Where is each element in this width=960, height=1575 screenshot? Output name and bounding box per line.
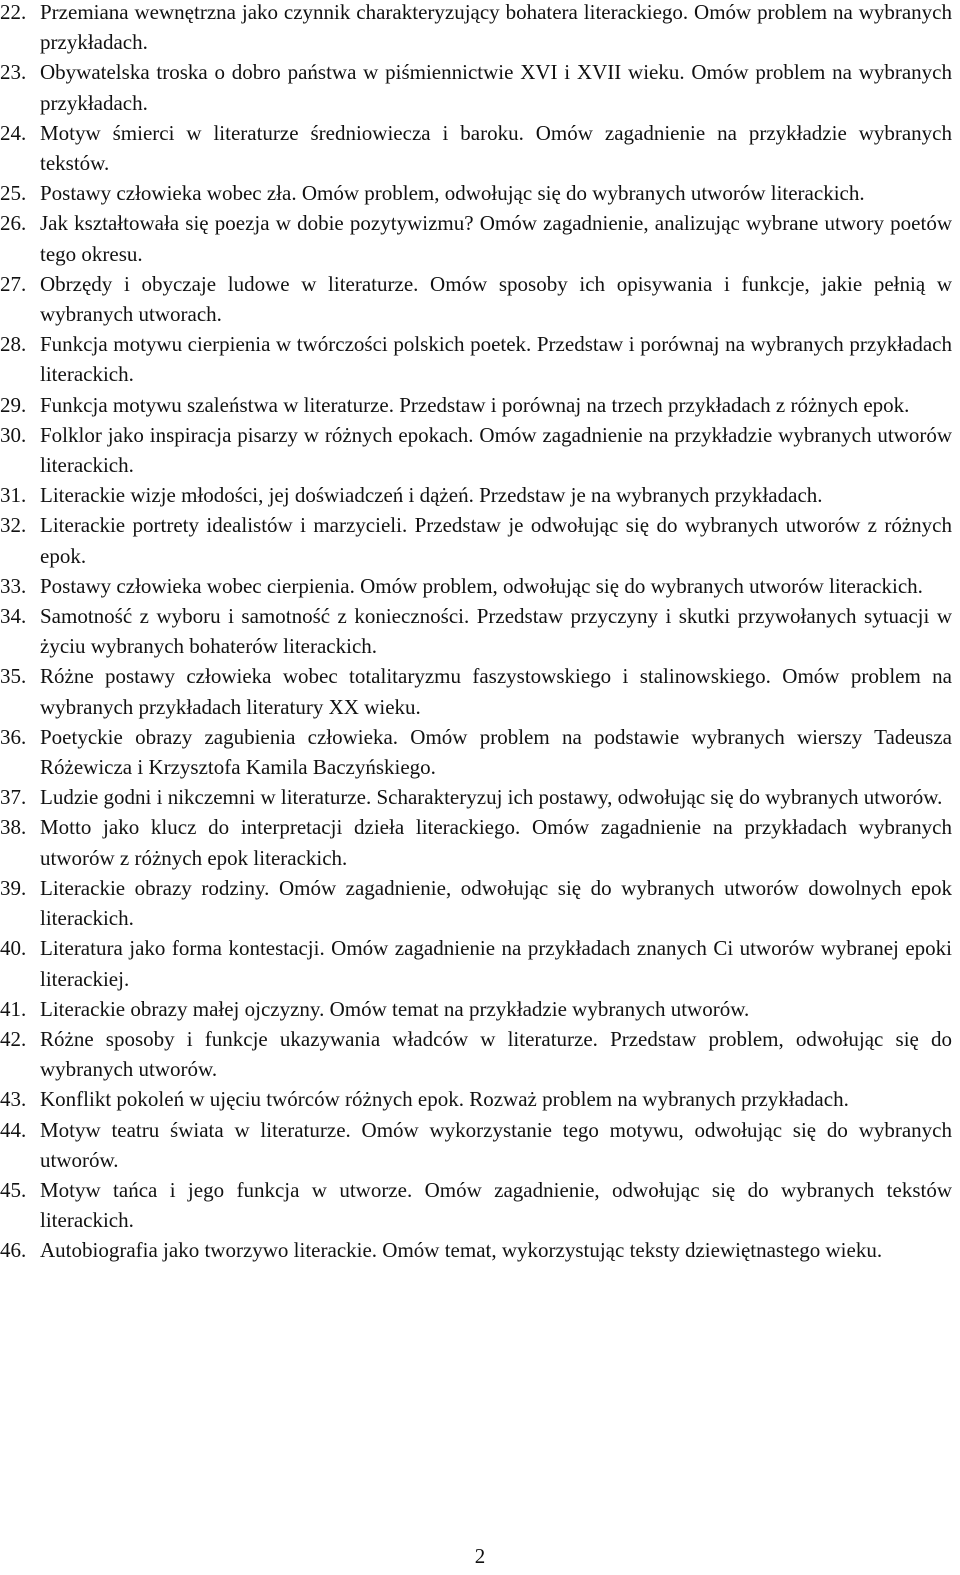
item-number: 22. (0, 0, 27, 24)
list-item (0, 873, 952, 933)
list-item (0, 0, 952, 57)
item-text: Autobiografia jako tworzywo literackie. Omów temat, wykorzystując teksty dziewiętnastego wieku. (40, 1238, 883, 1263)
list-item (0, 420, 952, 480)
list-item (0, 601, 952, 661)
item-text: Różne sposoby i funkcje ukazywania władców w literaturze. Przedstaw problem, odwołując się do wybranych utworów. (40, 1026, 952, 1082)
item-number: 27. (0, 271, 27, 296)
item-number: 30. (0, 422, 27, 447)
item-text: Jak kształtowała się poezja w dobie pozytywizmu? Omów zagadnienie, analizując wybrane utwory poetów tego okresu. (40, 211, 952, 266)
list-item (0, 178, 952, 208)
list-item (0, 933, 952, 993)
item-number: 40. (0, 936, 27, 961)
list-item (0, 1024, 952, 1084)
list-item (0, 329, 952, 389)
list-item (0, 1175, 952, 1235)
list-item (0, 1084, 952, 1114)
list-item (0, 510, 952, 570)
item-number: 26. (0, 211, 27, 236)
item-text: Samotność z wyboru i samotność z konieczności. Przedstaw przyczyny i skutki przywołanych sytuacji w życiu wybranych bohaterów literackich. (40, 604, 952, 659)
item-number: 28. (0, 332, 27, 357)
item-text: Motyw teatru świata w literaturze. Omów wykorzystanie tego motywu, odwołując się do wybranych utworów. (40, 1117, 952, 1172)
item-number: 38. (0, 815, 27, 840)
item-text: Obrzędy i obyczaje ludowe w literaturze. Omów sposoby ich opisywania i funkcje, jakie pełnią w wybranych utworach. (40, 271, 952, 327)
list-item (0, 390, 952, 420)
list-item (0, 1115, 952, 1175)
item-text: Literackie obrazy małej ojczyzny. Omów temat na przykładzie wybranych utworów. (40, 996, 750, 1021)
item-number: 25. (0, 181, 27, 206)
item-number: 34. (0, 604, 27, 629)
page-number: 2 (474, 1544, 486, 1568)
item-text: Postawy człowieka wobec cierpienia. Omów problem, odwołując się do wybranych utworów literackich. (40, 573, 923, 598)
item-text: Literackie obrazy rodziny. Omów zagadnienie, odwołując się do wybranych utworów dowolnych epok literackich. (40, 875, 952, 931)
list-item (0, 1235, 952, 1265)
item-number: 29. (0, 392, 27, 417)
list-item (0, 661, 952, 721)
item-number: 44. (0, 1117, 27, 1142)
item-text: Ludzie godni i nikczemni w literaturze. Scharakteryzuj ich postawy, odwołując się do wybranych utworów. (40, 785, 943, 810)
item-text: Funkcja motywu cierpienia w twórczości polskich poetek. Przedstaw i porównaj na wybranych przykładach literackich. (40, 332, 952, 387)
item-number: 35. (0, 664, 27, 689)
list-item (0, 208, 952, 268)
item-number: 46. (0, 1238, 27, 1263)
item-text: Różne postawy człowieka wobec totalitaryzmu faszystowskiego i stalinowskiego. Omów problem na wybranych przykładach literatury XX wieku. (40, 664, 952, 719)
item-number: 24. (0, 120, 27, 145)
item-text: Przemiana wewnętrzna jako czynnik charakteryzujący bohatera literackiego. Omów problem na wybranych przykładach. (40, 0, 952, 55)
list-item (0, 57, 952, 117)
item-text: Funkcja motywu szaleństwa w literaturze. Przedstaw i porównaj na trzech przykładach z różnych epok. (40, 392, 910, 417)
list-item (0, 480, 952, 510)
list-item (0, 722, 952, 782)
item-number: 42. (0, 1026, 27, 1051)
item-number: 36. (0, 724, 27, 749)
list-item (0, 812, 952, 872)
item-number: 33. (0, 573, 27, 598)
item-number: 41. (0, 996, 27, 1021)
item-text: Konflikt pokoleń w ujęciu twórców różnych epok. Rozważ problem na wybranych przykładach. (40, 1087, 849, 1112)
item-number: 43. (0, 1087, 27, 1112)
item-number: 31. (0, 483, 27, 508)
item-text: Motto jako klucz do interpretacji dzieła literackiego. Omów zagadnienie na przykładach wybranych utworów z różnych epok literackich. (40, 815, 952, 870)
item-text: Postawy człowieka wobec zła. Omów problem, odwołując się do wybranych utworów literackich. (40, 181, 865, 206)
item-text: Motyw śmierci w literaturze średniowiecza i baroku. Omów zagadnienie na przykładzie wybranych tekstów. (40, 120, 952, 176)
item-text: Literatura jako forma kontestacji. Omów zagadnienie na przykładach znanych Ci utworów wybranej epoki literackiej. (40, 936, 952, 991)
item-number: 32. (0, 513, 27, 538)
item-number: 23. (0, 60, 27, 85)
item-number: 37. (0, 785, 27, 810)
list-item (0, 118, 952, 178)
item-text: Folklor jako inspiracja pisarzy w różnych epokach. Omów zagadnienie na przykładzie wybranych utworów literackich. (40, 422, 952, 478)
item-text: Poetyckie obrazy zagubienia człowieka. Omów problem na podstawie wybranych wierszy Tadeusza Różewicza i Krzysztofa Kamila Baczyńskiego. (40, 724, 952, 780)
list-item (0, 571, 952, 601)
item-text: Literackie wizje młodości, jej doświadczeń i dążeń. Przedstaw je na wybranych przykładach. (40, 483, 823, 508)
list-item (0, 269, 952, 329)
item-number: 45. (0, 1177, 27, 1202)
item-text: Literackie portrety idealistów i marzycieli. Przedstaw je odwołując się do wybranych utworów z różnych epok. (40, 513, 952, 568)
item-text: Obywatelska troska o dobro państwa w piśmiennictwie XVI i XVII wieku. Omów problem na wybranych przykładach. (40, 60, 952, 115)
list-item (0, 994, 952, 1024)
item-number: 39. (0, 875, 27, 900)
list-item (0, 782, 952, 812)
item-text: Motyw tańca i jego funkcja w utworze. Omów zagadnienie, odwołując się do wybranych tekstów literackich. (40, 1177, 952, 1233)
